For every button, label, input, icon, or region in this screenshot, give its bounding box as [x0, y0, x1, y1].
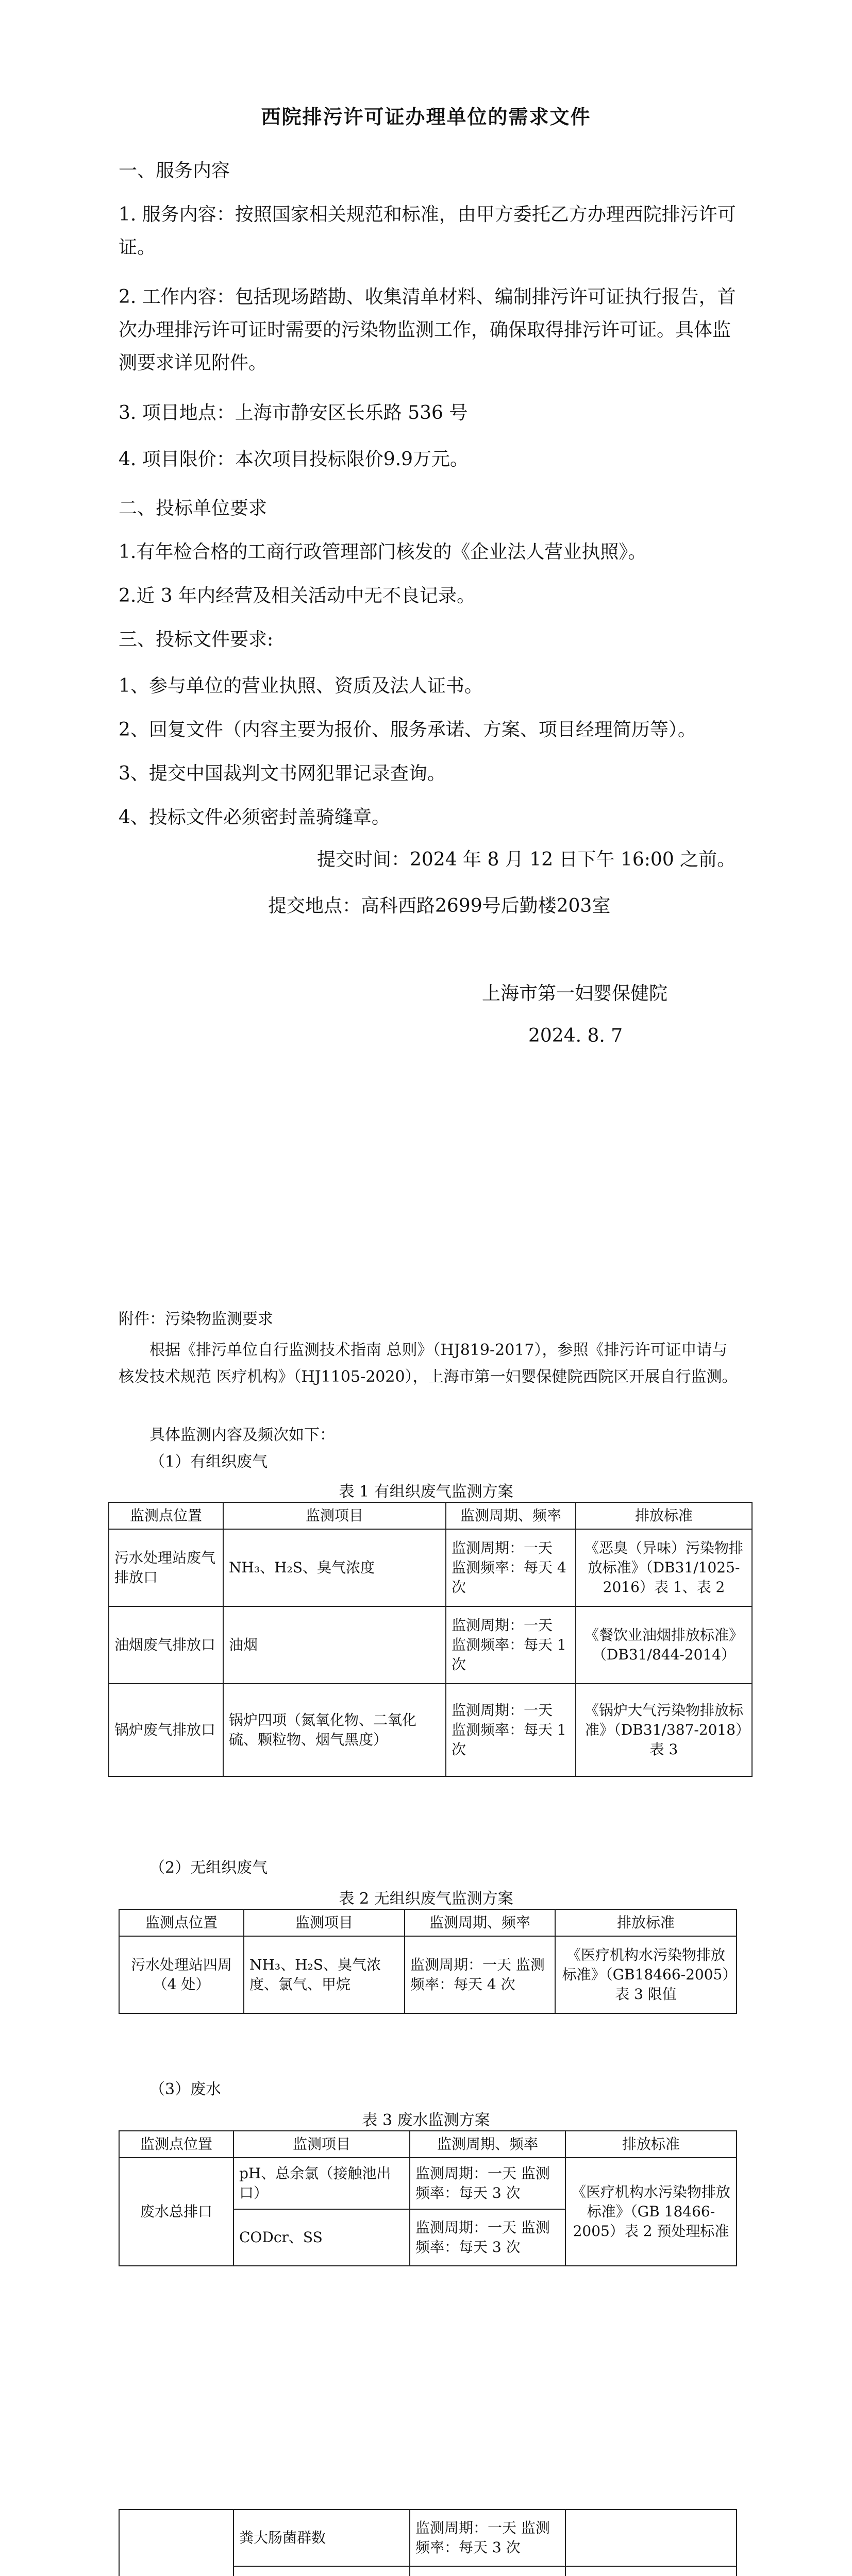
- table-cell: 监测周期：一天 监测频率：每天 3 次: [410, 2510, 565, 2566]
- submit-place: 提交地点：高科西路2699号后勤楼203室: [268, 895, 611, 917]
- table-header: 监测周期、频率: [410, 2131, 565, 2158]
- table-header: 监测周期、频率: [405, 1909, 555, 1936]
- table-cell: NH₃、H₂S、臭气浓度、氯气、甲烷: [244, 1936, 405, 2013]
- table1-header-row: [109, 1502, 752, 1529]
- subheading-fugitive-gas: （2）无组织废气: [149, 1859, 268, 1877]
- table-row: [119, 1936, 737, 2013]
- table-header: 监测项目: [244, 1909, 405, 1936]
- table-cell: 《恶臭（异味）污染物排放标准》（DB31/1025-2016）表 1、表 2: [576, 1529, 752, 1606]
- table-cell: 废水总排口: [119, 2158, 233, 2266]
- table-cell: 粪大肠菌群数: [233, 2510, 410, 2566]
- appendix-heading: 附件：污染物监测要求: [119, 1310, 273, 1328]
- section1-item1: 1. 服务内容：按照国家相关规范和标准，由甲方委托乙方办理西院排污许可证。: [119, 204, 736, 258]
- table2-header-row: [119, 1909, 737, 1936]
- section3-item3: 3、提交中国裁判文书网犯罪记录查询。: [119, 763, 446, 784]
- section2-item2: 2.近 3 年内经营及相关活动中无不良记录。: [119, 585, 476, 606]
- table3-caption: 表 3 废水监测方案: [362, 2111, 490, 2129]
- table-cell: 监测周期：一天 监测频率：每天 1 次: [446, 1606, 576, 1684]
- submit-time: 提交时间：2024 年 8 月 12 日下午 16:00 之前。: [317, 849, 736, 870]
- table-cell: 监测周期：一天 监测频率：每天 3 次: [410, 2209, 565, 2266]
- table-cell: pH、总余氯（接触池出口）: [233, 2158, 410, 2209]
- table-row: [119, 2510, 737, 2566]
- table-cell-empty: [119, 2510, 233, 2576]
- table-cell: 锅炉四项（氮氧化物、二氧化硫、颗粒物、烟气黑度）: [223, 1684, 446, 1776]
- signature-date: 2024. 8. 7: [528, 1025, 623, 1046]
- table-cell: CODcr、SS: [233, 2209, 410, 2266]
- section1-item4: 4. 项目限价：本次项目投标限价9.9万元。: [119, 449, 469, 470]
- table-cell: 《餐饮业油烟排放标准》（DB31/844-2014）: [576, 1606, 752, 1684]
- table1-caption: 表 1 有组织废气监测方案: [339, 1483, 513, 1501]
- table-row: [109, 1529, 752, 1606]
- table-cell: [233, 2566, 410, 2576]
- table-cell-empty: [565, 2510, 737, 2566]
- subheading-wastewater: （3）废水: [149, 2080, 222, 2098]
- table-row: [109, 1606, 752, 1684]
- table-header: 排放标准: [576, 1502, 752, 1529]
- table2: [119, 1909, 737, 2014]
- table-cell: 监测周期：一天 监测频率：每天 4 次: [446, 1529, 576, 1606]
- table1: [108, 1502, 753, 1777]
- section1-heading: 一、服务内容: [119, 160, 230, 181]
- section1-item3: 3. 项目地点：上海市静安区长乐路 536 号: [119, 402, 468, 423]
- section2-heading: 二、投标单位要求: [119, 498, 268, 519]
- table-header: 监测点位置: [119, 1909, 244, 1936]
- table-cell: 监测周期：一天 监测频率：每天 4 次: [405, 1936, 555, 2013]
- section3-heading: 三、投标文件要求:: [119, 629, 274, 650]
- subheading-organized-gas: （1）有组织废气: [149, 1453, 268, 1471]
- table3-part2: [119, 2509, 737, 2576]
- signature-org: 上海市第一妇婴保健院: [482, 983, 668, 1004]
- section3-item2: 2、回复文件（内容主要为报价、服务承诺、方案、项目经理简历等）。: [119, 719, 696, 740]
- table-cell: 《医疗机构水污染物排放标准》（GB18466-2005）表 3 限值: [555, 1936, 737, 2013]
- table-cell: 监测周期：一天 监测频率：每天 3 次: [410, 2158, 565, 2209]
- table-cell: 污水处理站四周（4 处）: [119, 1936, 244, 2013]
- table-row: [109, 1684, 752, 1776]
- table-cell: NH₃、H₂S、臭气浓度: [223, 1529, 446, 1606]
- table-cell: 锅炉废气排放口: [109, 1684, 223, 1776]
- table-cell-empty: [565, 2566, 737, 2576]
- table-cell: 《医疗机构水污染物排放标准》（GB 18466-2005）表 2 预处理标准: [565, 2158, 737, 2266]
- section1-item2: 2. 工作内容：包括现场踏勘、收集清单材料、编制排污许可证执行报告，首次办理排污许可证时需要的污染物监测工作，确保取得排污许可证。具体监测要求详见附件。: [119, 286, 736, 374]
- section2-item1: 1.有年检合格的工商行政管理部门核发的《企业法人营业执照》。: [119, 541, 647, 563]
- section3-item4: 4、投标文件必须密封盖骑缝章。: [119, 807, 390, 828]
- table-header: 排放标准: [565, 2131, 737, 2158]
- appendix-intro: 具体监测内容及频次如下：: [149, 1426, 335, 1444]
- table-cell: 油烟: [223, 1606, 446, 1684]
- table-cell: 《锅炉大气污染物排放标准》（DB31/387-2018）表 3: [576, 1684, 752, 1776]
- table-header: 监测点位置: [109, 1502, 223, 1529]
- table-header: 排放标准: [555, 1909, 737, 1936]
- section3-item1: 1、参与单位的营业执照、资质及法人证书。: [119, 675, 483, 697]
- document-title: 西院排污许可证办理单位的需求文件: [261, 105, 591, 128]
- table3-part1: [119, 2130, 737, 2266]
- table3-header-row: [119, 2131, 737, 2158]
- appendix-paragraph: 根据《排污单位自行监测技术指南 总则》（HJ819-2017），参照《排污许可证申请与核发技术规范 医疗机构》（HJ1105-2020），上海市第一妇婴保健院西院区开展自行监测。: [119, 1341, 738, 1386]
- table-header: 监测项目: [223, 1502, 446, 1529]
- table-cell: 监测周期：一天 监测频率：每天 1 次: [446, 1684, 576, 1776]
- table-row: [119, 2158, 737, 2209]
- table-header: 监测点位置: [119, 2131, 233, 2158]
- table-header: 监测项目: [233, 2131, 410, 2158]
- table-cell: 油烟废气排放口: [109, 1606, 223, 1684]
- table2-caption: 表 2 无组织废气监测方案: [339, 1890, 513, 1908]
- table-cell: 污水处理站废气排放口: [109, 1529, 223, 1606]
- table-cell: [410, 2566, 565, 2576]
- table-header: 监测周期、频率: [446, 1502, 576, 1529]
